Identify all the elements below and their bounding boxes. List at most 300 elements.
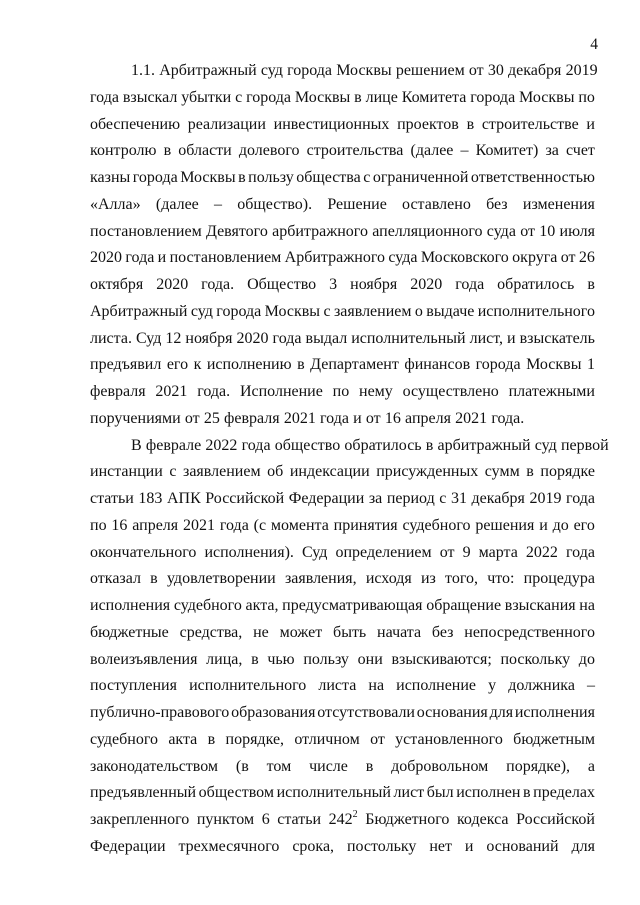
word: Девятого [205, 222, 268, 240]
word: за [545, 142, 559, 160]
word: акта, [245, 597, 279, 614]
word: закрепленного [90, 811, 190, 828]
word: до [578, 650, 595, 668]
word: 9 [462, 543, 471, 561]
word: ноября [350, 276, 398, 293]
word: 3 [329, 276, 338, 293]
word: в [587, 276, 595, 293]
word: постановлением [90, 222, 202, 240]
word: города [475, 356, 521, 374]
word: того, [445, 570, 478, 588]
text-line [90, 486, 595, 513]
word: области [178, 142, 232, 160]
word: добровольном [391, 757, 489, 775]
word: судебного [90, 730, 158, 748]
word: (в [235, 757, 249, 775]
word: лица, [206, 650, 243, 668]
text-line [90, 352, 595, 379]
word: основания [416, 704, 488, 721]
word: в [365, 757, 374, 775]
word: для [489, 704, 514, 721]
word: на [579, 597, 595, 614]
word: трехмесячного [178, 837, 280, 855]
word: общества [296, 169, 361, 186]
word: предъявленный [90, 784, 197, 802]
word: поручениями [90, 409, 181, 427]
word: года [125, 249, 155, 267]
word: заявлением [183, 463, 261, 481]
word: $242^2$ [328, 808, 358, 828]
word: города [132, 169, 178, 186]
word: года [320, 409, 349, 427]
word: 183 [138, 490, 163, 507]
word: года [90, 88, 119, 106]
text-line [90, 299, 595, 326]
word: ответственностью [470, 169, 595, 186]
word: апреля [405, 409, 451, 427]
word: поскольку [500, 650, 571, 668]
word: Российской [205, 490, 285, 507]
word: заявлением [333, 302, 412, 320]
word: момента [270, 516, 329, 534]
word: 2021 [155, 383, 188, 400]
word: пользу [248, 169, 294, 186]
word: исполнен [456, 784, 521, 802]
word: лист, [469, 329, 504, 347]
word: 2020 [410, 276, 443, 293]
word: контролю [90, 142, 157, 160]
word: судебного [173, 597, 242, 614]
word: года [566, 543, 595, 561]
word: и [464, 837, 474, 855]
word: обеспечению [90, 115, 181, 133]
word: присужденных [376, 463, 479, 481]
word: осуществлено [402, 383, 499, 400]
word: года [566, 490, 595, 507]
text-line [90, 700, 595, 727]
word: решения [475, 516, 535, 534]
word: в [466, 115, 475, 133]
word: за [368, 490, 383, 507]
word: 2019 [529, 490, 562, 507]
word: 2020 [90, 249, 122, 267]
word: отсутствовали [317, 704, 415, 721]
paragraph [90, 58, 598, 433]
text-line [90, 433, 609, 460]
word: в [238, 169, 246, 186]
word: июля [559, 222, 595, 240]
word: его [166, 356, 189, 374]
word: общество [274, 436, 341, 454]
word: с [169, 463, 177, 481]
word: апреля [132, 516, 179, 534]
text-line [90, 513, 595, 540]
word: исполнения [90, 597, 171, 614]
word: от [468, 62, 484, 79]
word: и [157, 249, 167, 267]
paragraph [90, 433, 609, 861]
word: с [439, 490, 447, 507]
text-line [90, 138, 595, 165]
word: взыскания [504, 597, 576, 614]
word: отказал [90, 570, 141, 588]
word: – [587, 677, 595, 695]
word: Решение [327, 195, 387, 213]
word: предусматривающая [282, 597, 423, 614]
word: октября [90, 276, 144, 293]
word: от [365, 409, 381, 427]
word: период [386, 490, 435, 507]
word: непосредственного [464, 623, 595, 641]
word: лист [393, 784, 425, 802]
word: ограниченной [372, 169, 469, 186]
word: постольку [346, 837, 417, 855]
word: до [552, 516, 569, 534]
word: обратилось [344, 436, 422, 454]
word: листа [318, 677, 357, 695]
word: сумм [484, 463, 520, 481]
text-line [90, 807, 595, 834]
word: казны [90, 169, 131, 186]
word: из [420, 570, 436, 588]
word: исполнительный [276, 784, 391, 802]
word: без [431, 623, 454, 641]
word: в [297, 356, 305, 374]
word: убытки [181, 88, 232, 106]
word: кодекса [456, 811, 509, 828]
word: от [560, 249, 576, 267]
word: «Алла» [90, 195, 141, 213]
text-line [90, 780, 595, 807]
word: и [353, 409, 362, 427]
word: 2022 [525, 543, 558, 561]
word: окончательного [90, 543, 197, 561]
word: Бюджетного [365, 811, 450, 828]
word: февраля [90, 383, 146, 400]
text-line [90, 754, 595, 781]
word: выдал [305, 329, 348, 347]
text-line [90, 219, 595, 246]
word: в [150, 570, 158, 588]
word: выдаче [426, 302, 475, 320]
word: быть [333, 623, 367, 641]
word: (с [253, 516, 267, 534]
word: порядке), [506, 757, 571, 775]
word: арбитражного [272, 222, 368, 240]
word: ноября [185, 329, 233, 347]
text-line [90, 192, 595, 219]
word: Исполнение [239, 383, 323, 400]
word: года [219, 516, 249, 534]
word: первой [560, 436, 609, 454]
word: – [214, 195, 223, 213]
text-line [90, 647, 595, 674]
word: исполнительного [189, 677, 307, 695]
word: статьи [277, 811, 322, 828]
word: строительства [306, 142, 404, 160]
word: и [586, 115, 595, 133]
word: нет [429, 837, 452, 855]
word: судебного [402, 516, 471, 534]
word: от [439, 543, 455, 561]
word: порядке [540, 463, 595, 481]
word: а [587, 757, 595, 775]
word: принятия [333, 516, 398, 534]
word: не [253, 623, 269, 641]
text-line [90, 566, 595, 593]
word: Федерации [90, 837, 166, 855]
word: Москвы [519, 88, 575, 106]
text-line [90, 379, 595, 406]
word: предъявил [90, 356, 162, 374]
word: законодательством [90, 757, 219, 775]
word: взыскал [122, 88, 178, 106]
text-line [90, 58, 598, 85]
word: 2021 [183, 516, 215, 534]
word: 30 [487, 62, 504, 79]
word: том [266, 757, 292, 775]
text-line [90, 112, 595, 139]
word: может [279, 623, 323, 641]
word: без [486, 195, 508, 213]
word: средства, [179, 623, 243, 641]
word: 2020 [156, 276, 189, 293]
word: в [523, 784, 531, 802]
word: в [163, 142, 172, 160]
word: Москвы [336, 62, 392, 79]
word: арбитражный [437, 436, 531, 454]
word: акта [168, 730, 198, 748]
word: города [216, 302, 262, 320]
word: Суд [302, 543, 328, 561]
word: (далее [410, 142, 454, 160]
word: Московского [420, 249, 509, 267]
text-line [90, 673, 595, 700]
word: 2021 [455, 409, 488, 427]
word: 16 [384, 409, 401, 427]
word: Арбитражного [284, 249, 385, 267]
word: суда [388, 249, 418, 267]
word: исполнительного [477, 302, 595, 320]
word: на [368, 677, 385, 695]
word: должника [508, 677, 575, 695]
word: декабря [508, 62, 562, 79]
word: города [246, 88, 292, 106]
word: Общество [247, 276, 317, 293]
word: порядке, [225, 730, 285, 748]
word: от [184, 409, 200, 427]
word: Арбитражный [159, 62, 257, 79]
word: года. [201, 276, 235, 293]
word: у [488, 677, 497, 695]
word: Москвы [264, 302, 321, 320]
word: 16 [111, 516, 128, 534]
word: Суд [135, 329, 162, 347]
word: Москвы [526, 356, 582, 374]
word: решением [395, 62, 465, 79]
text-line [90, 85, 595, 112]
text-line [90, 620, 595, 647]
word: процедура [523, 570, 595, 588]
word: суд [190, 302, 213, 320]
word: округа [512, 249, 558, 267]
word: года [241, 436, 271, 454]
word: по [332, 383, 350, 400]
word: в [526, 463, 534, 481]
word: реализации [187, 115, 266, 133]
text-line [90, 165, 595, 192]
word: они [357, 650, 383, 668]
word: общество). [237, 195, 313, 213]
word: исполнительный [351, 329, 466, 347]
word: образования [231, 704, 316, 721]
word: Федерации [288, 490, 365, 507]
word: 6 [261, 811, 270, 828]
word: от [520, 222, 535, 240]
word: – [460, 142, 469, 160]
word: города [287, 62, 333, 79]
word: с [363, 169, 371, 186]
word: Комитета [401, 88, 467, 106]
document-body [90, 58, 609, 861]
word: 1.1. [131, 62, 155, 79]
text-line [90, 540, 595, 567]
word: постановлением [169, 249, 282, 267]
word: исполнение [396, 677, 477, 695]
word: чью [267, 650, 295, 668]
word: Департамент [310, 356, 399, 374]
word: суда [486, 222, 516, 240]
word: определением [335, 543, 432, 561]
word: года. [491, 409, 525, 427]
word: декабря [471, 490, 525, 507]
word: что: [487, 570, 515, 588]
word: Комитет) [475, 142, 539, 160]
word: обществом [198, 784, 274, 802]
word: с [235, 88, 243, 106]
text-line [90, 245, 595, 272]
word: индексации [289, 463, 370, 481]
word: финансов [404, 356, 471, 374]
word: города [470, 88, 516, 106]
word: листа. [90, 329, 132, 347]
word: оснований [486, 837, 559, 855]
word: и [539, 516, 548, 534]
page-number: 4 [590, 36, 598, 53]
word: лице [365, 88, 398, 106]
word: был [426, 784, 454, 802]
word: обращение [426, 597, 502, 614]
word: пределах [533, 784, 595, 802]
word: для [571, 837, 595, 855]
word: статьи [90, 490, 134, 507]
word: по [90, 516, 107, 534]
word: об [267, 463, 284, 481]
word: 2020 [236, 329, 269, 347]
word: 26 [578, 249, 595, 267]
word: Москвы [180, 169, 236, 186]
word: отличном [294, 730, 360, 748]
text-line [90, 727, 595, 754]
word: оставлено [402, 195, 471, 213]
text-line [90, 834, 595, 861]
word: В [131, 436, 142, 454]
word: и [507, 329, 516, 347]
word: года. [197, 383, 231, 400]
word: апелляционного [372, 222, 483, 240]
word: начата [377, 623, 422, 641]
word: в [425, 436, 434, 454]
word: 2022 [205, 436, 238, 454]
word: счет [566, 142, 595, 160]
word: пунктом [196, 811, 255, 828]
word: года [455, 276, 485, 293]
word: бюджетным [513, 730, 595, 748]
word: публично-правового [90, 704, 230, 721]
word: взыскатель [519, 329, 595, 347]
word: марта [478, 543, 518, 561]
word: Российской [516, 811, 595, 828]
word: 2021 [283, 409, 316, 427]
word: числе [309, 757, 348, 775]
word: Арбитражный [90, 302, 188, 320]
word: исполнению [206, 356, 292, 374]
word: феврале [145, 436, 202, 454]
word: года [272, 329, 302, 347]
word: в [251, 650, 259, 668]
word: обратилось [497, 276, 575, 293]
word: заявления, [284, 570, 357, 588]
word: пользу [303, 650, 349, 668]
word: платежными [508, 383, 595, 400]
word: инстанции [90, 463, 163, 481]
word: проектов [397, 115, 459, 133]
word: 25 [203, 409, 220, 427]
word: поступления [90, 677, 177, 695]
word: изменения [522, 195, 595, 213]
word: долевого [238, 142, 300, 160]
word: 2019 [565, 62, 598, 79]
word: к [193, 356, 202, 374]
word: 31 [450, 490, 467, 507]
word: по [578, 88, 595, 106]
word: суд [260, 62, 283, 79]
word: 12 [165, 329, 182, 347]
word: срока, [292, 837, 335, 855]
word: о [414, 302, 423, 320]
word: его [573, 516, 595, 534]
superscript: 2 [352, 808, 358, 820]
word: Москвы [294, 88, 351, 106]
word: инвестиционных [273, 115, 390, 133]
word: от [370, 730, 385, 748]
word: удовлетворении [166, 570, 276, 588]
text-line [90, 459, 595, 486]
word: исходя [365, 570, 412, 588]
text-line [90, 406, 595, 433]
word: бюджетные [90, 623, 169, 641]
word: 10 [539, 222, 556, 240]
word: суд [534, 436, 557, 454]
word: (далее [155, 195, 199, 213]
word: установленного [395, 730, 503, 748]
word: исполнения). [204, 543, 294, 561]
word: февраля [224, 409, 280, 427]
word: в [207, 730, 216, 748]
word: 1 [586, 356, 595, 374]
word: с [323, 302, 331, 320]
text-line [90, 272, 595, 299]
